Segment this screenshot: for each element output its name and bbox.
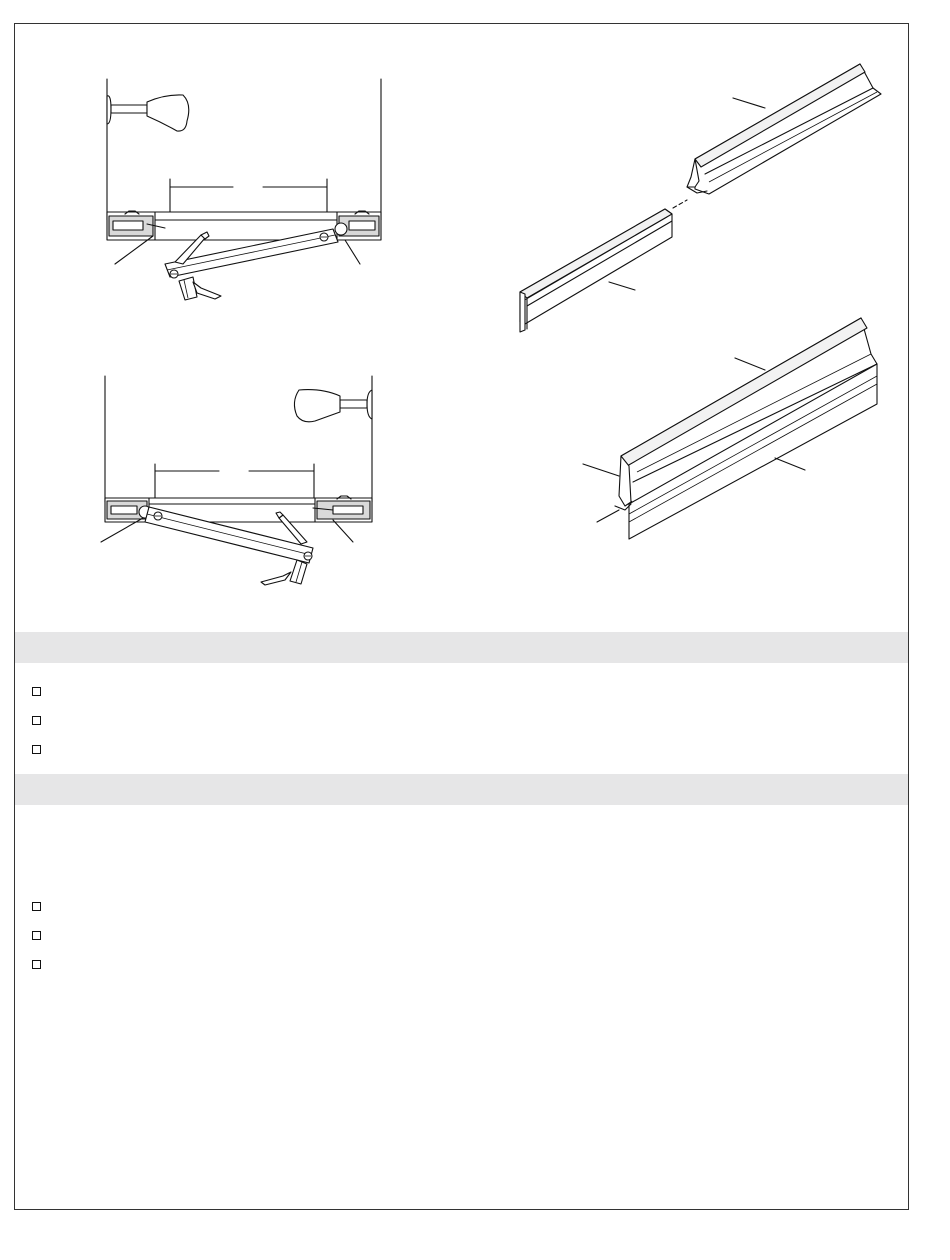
checkbox-2-3[interactable] [32, 960, 41, 969]
door-illustration-top [107, 79, 381, 300]
section-header-1 [15, 632, 908, 663]
seal-strips-separate [520, 64, 881, 332]
checkbox-1-2[interactable] [32, 716, 41, 725]
door-illustration-bottom [101, 376, 372, 585]
section-header-2 [15, 774, 908, 805]
page-frame [14, 23, 909, 1210]
seal-strip-assembled [583, 318, 877, 539]
checkbox-2-1[interactable] [32, 902, 41, 911]
checkbox-1-1[interactable] [32, 687, 41, 696]
checkbox-2-2[interactable] [32, 931, 41, 940]
checkbox-1-3[interactable] [32, 745, 41, 754]
illustrations [15, 24, 910, 624]
